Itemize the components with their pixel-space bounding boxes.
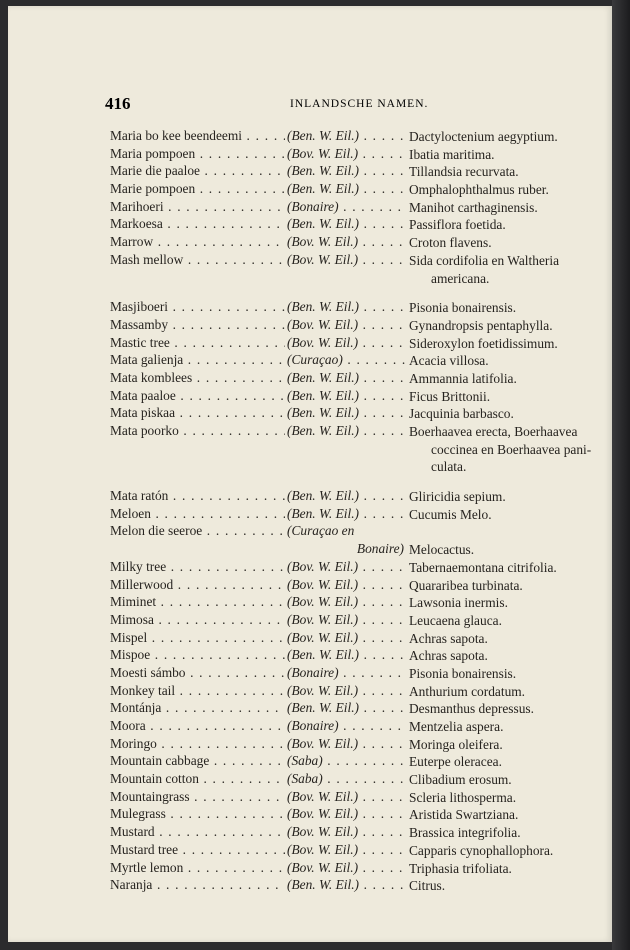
locality: (Ben. W. Eil.) . . .: [287, 877, 405, 893]
vernacular-name: Mountain cabbage . . .: [110, 753, 285, 769]
scientific-name-line: Dactyloctenium aegyptium.: [409, 129, 558, 144]
vernacular-name: Mustard tree . . .: [110, 842, 285, 858]
vernacular-name: Mata ratón . . .: [110, 488, 285, 504]
vernacular-name: Moesti sámbo . . .: [110, 665, 285, 681]
glossary-entry: [110, 647, 600, 665]
vernacular-name: Mata piskaa . . .: [110, 405, 285, 421]
scientific-name: [409, 753, 595, 771]
glossary-entry: [110, 163, 600, 181]
scientific-name: [409, 789, 595, 807]
scientific-name-line: Cucumis Melo.: [409, 506, 492, 522]
scientific-name-line: Citrus.: [409, 878, 446, 894]
scientific-name: [409, 736, 595, 754]
glossary-entry: [110, 665, 600, 683]
scientific-name-line: Desmanthus depressus.: [409, 701, 534, 717]
locality: (Bov. W. Eil.) . . .: [287, 806, 405, 822]
locality: (Ben. W. Eil.) . . .: [287, 488, 405, 504]
scientific-name-line: Boerhaavea erecta, Boerhaavea: [409, 424, 578, 440]
locality: (Bonaire) . . .: [287, 199, 405, 215]
scientific-name-line: Passiflora foetida.: [409, 217, 506, 233]
scientific-name-line: Achras sapota.: [409, 630, 488, 646]
glossary-entry: [110, 252, 600, 287]
glossary-entry: [110, 718, 600, 736]
glossary-entry: [110, 824, 600, 842]
locality: (Bov. W. Eil.) . . .: [287, 559, 405, 575]
page-number: 416: [105, 94, 131, 113]
vernacular-name: Milky tree . . .: [110, 559, 285, 575]
glossary-entry: [110, 877, 600, 895]
vernacular-name: Mata poorko . . .: [110, 423, 285, 439]
scientific-name-line: Croton flavens.: [409, 235, 492, 251]
vernacular-name: Mustard . . .: [110, 824, 285, 840]
scientific-name-line: Euterpe oleracea.: [409, 754, 502, 770]
scientific-name-line: Ibatia maritima.: [409, 146, 495, 162]
glossary-entry: [110, 405, 600, 423]
scientific-name-line: Leucaena glauca.: [409, 612, 502, 628]
vernacular-name: Melon die seeroe . . .: [110, 523, 285, 539]
scientific-name: [409, 594, 595, 612]
scientific-name: Melocactus.: [409, 542, 475, 558]
vernacular-name: Mata komblees . . .: [110, 370, 285, 386]
glossary-entry: [110, 736, 600, 754]
locality: (Bov. W. Eil.) . . .: [287, 736, 405, 752]
vernacular-name: Miminet . . .: [110, 594, 285, 610]
scientific-name-line: Jacquinia barbasco.: [409, 406, 514, 422]
scientific-name: [409, 352, 595, 370]
locality: (Bov. W. Eil.) . . .: [287, 824, 405, 840]
vernacular-name: Mountaingrass . . .: [110, 789, 285, 805]
glossary-list: [110, 128, 600, 895]
glossary-entry: [110, 506, 600, 524]
locality: (Bov. W. Eil.) . . .: [287, 789, 405, 805]
locality: (Curaçao en: [287, 523, 355, 539]
locality: (Saba) . . .: [287, 753, 405, 769]
locality: (Ben. W. Eil.) . . .: [287, 370, 405, 386]
scientific-name-line: Clibadium erosum.: [409, 772, 512, 788]
scientific-name-line: Capparis cynophallophora.: [409, 842, 554, 858]
scientific-name: [409, 647, 595, 665]
glossary-entry: [110, 753, 600, 771]
locality: (Bov. W. Eil.) . . .: [287, 335, 405, 351]
scientific-name: [409, 771, 595, 789]
scientific-name: [409, 488, 595, 506]
locality-continuation: Bonaire): [356, 541, 404, 557]
scientific-name: [409, 559, 595, 577]
glossary-entry: [110, 370, 600, 388]
vernacular-name: Maria pompoen . . .: [110, 146, 285, 162]
scientific-name: [409, 683, 595, 701]
glossary-entry: [110, 594, 600, 612]
scientific-name-line: Pisonia bonairensis.: [409, 665, 517, 681]
glossary-entry: [110, 299, 600, 317]
locality: (Bov. W. Eil.) . . .: [287, 683, 405, 699]
locality: (Bov. W. Eil.) . . .: [287, 252, 405, 268]
vernacular-name: Marihoeri . . .: [110, 199, 285, 215]
scientific-name-line: Ficus Brittonii.: [409, 388, 491, 404]
scientific-name: [409, 163, 595, 181]
vernacular-name: Marie die paaloe . . .: [110, 163, 285, 179]
scientific-name-line: Pisonia bonairensis.: [409, 300, 517, 316]
scientific-name: [409, 842, 595, 860]
scientific-name: [409, 506, 595, 524]
glossary-entry: [110, 146, 600, 164]
scientific-name: [409, 388, 595, 406]
vernacular-name: Mata paaloe . . .: [110, 388, 285, 404]
book-edge: [612, 0, 630, 950]
book-page: [8, 6, 612, 942]
scientific-name: [409, 577, 595, 595]
scientific-name: [409, 299, 595, 317]
scientific-name: [409, 146, 595, 164]
vernacular-name: Mata galienja . . .: [110, 352, 285, 368]
scientific-name-line: Acacia villosa.: [409, 353, 489, 369]
locality: (Ben. W. Eil.) . . .: [287, 128, 405, 144]
scientific-name: [409, 252, 595, 287]
locality: (Ben. W. Eil.) . . .: [287, 163, 405, 179]
glossary-entry: [110, 388, 600, 406]
scientific-name-line: Quararibea turbinata.: [409, 577, 523, 593]
glossary-entry: [110, 630, 600, 648]
glossary-entry: [110, 771, 600, 789]
scientific-name-continuation: americana.: [431, 270, 490, 286]
scientific-name-line: Aristida Swartziana.: [409, 807, 519, 823]
scientific-name: [409, 423, 595, 476]
scientific-name: [409, 718, 595, 736]
vernacular-name: Meloen . . .: [110, 506, 285, 522]
scientific-name: [409, 317, 595, 335]
scientific-name: [409, 860, 595, 878]
scientific-name-line: Tillandsia recurvata.: [409, 164, 519, 180]
locality: (Bov. W. Eil.) . . .: [287, 577, 405, 593]
scientific-name: [409, 199, 595, 217]
scientific-name-line: Scleria lithosperma.: [409, 789, 517, 805]
scientific-name-line: Ammannia latifolia.: [409, 370, 517, 386]
scientific-name: [409, 234, 595, 252]
glossary-entry: [110, 559, 600, 577]
vernacular-name: Massamby . . .: [110, 317, 285, 333]
scientific-name-line: Sideroxylon foetidissimum.: [409, 335, 558, 351]
scientific-name-continuation: culata.: [431, 459, 467, 475]
scientific-name-line: Lawsonia inermis.: [409, 595, 508, 611]
scientific-name-line: Sida cordifolia en Waltheria: [409, 252, 560, 268]
glossary-entry-continuation: [110, 541, 600, 559]
running-head: INLANDSCHE NAMEN.: [290, 98, 429, 110]
glossary-entry: [110, 234, 600, 252]
vernacular-name: Monkey tail . . .: [110, 683, 285, 699]
locality: (Bov. W. Eil.) . . .: [287, 317, 405, 333]
scientific-name: [409, 370, 595, 388]
scientific-name-continuation: coccinea en Boerhaavea pani-: [431, 441, 592, 457]
scientific-name-line: Moringa oleifera.: [409, 736, 503, 752]
glossary-entry: [110, 789, 600, 807]
vernacular-name: Marie pompoen . . .: [110, 181, 285, 197]
locality: (Bov. W. Eil.) . . .: [287, 860, 405, 876]
glossary-entry: [110, 199, 600, 217]
locality: (Bonaire) . . .: [287, 665, 405, 681]
scientific-name: [409, 335, 595, 353]
scientific-name: [409, 630, 595, 648]
glossary-entry: [110, 423, 600, 476]
scientific-name-line: Anthurium cordatum.: [409, 683, 526, 699]
scientific-name-line: Mentzelia aspera.: [409, 719, 504, 735]
locality: (Ben. W. Eil.) . . .: [287, 506, 405, 522]
locality: (Bov. W. Eil.) . . .: [287, 842, 405, 858]
locality: (Bonaire) . . .: [287, 718, 405, 734]
scientific-name-line: Tabernaemontana citrifolia.: [409, 559, 557, 575]
glossary-entry: [110, 860, 600, 878]
vernacular-name: Mastic tree . . .: [110, 335, 285, 351]
scientific-name: [409, 405, 595, 423]
vernacular-name: Mash mellow . . .: [110, 252, 285, 268]
locality: (Bov. W. Eil.) . . .: [287, 630, 405, 646]
locality: (Ben. W. Eil.) . . .: [287, 181, 405, 197]
vernacular-name: Mispoe . . .: [110, 647, 285, 663]
locality: (Bov. W. Eil.) . . .: [287, 234, 405, 250]
scientific-name: [409, 216, 595, 234]
vernacular-name: Moora . . .: [110, 718, 285, 734]
locality: (Bov. W. Eil.) . . .: [287, 612, 405, 628]
scientific-name-line: Omphalophthalmus ruber.: [409, 182, 549, 198]
vernacular-name: Naranja . . .: [110, 877, 285, 893]
glossary-entry: [110, 523, 600, 541]
locality: (Ben. W. Eil.) . . .: [287, 388, 405, 404]
vernacular-name: Mountain cotton . . .: [110, 771, 285, 787]
glossary-entry: [110, 181, 600, 199]
locality: (Ben. W. Eil.) . . .: [287, 299, 405, 315]
vernacular-name: Mimosa . . .: [110, 612, 285, 628]
vernacular-name: Maria bo kee beendeemi . . .: [110, 128, 285, 144]
scientific-name-line: Gliricidia sepium.: [409, 489, 506, 505]
glossary-entry: [110, 216, 600, 234]
scientific-name: [409, 824, 595, 842]
glossary-entry: [110, 700, 600, 718]
vernacular-name: Millerwood . . .: [110, 577, 285, 593]
scientific-name-line: Manihot carthaginensis.: [409, 199, 538, 215]
vernacular-name: Marrow . . .: [110, 234, 285, 250]
locality: (Ben. W. Eil.) . . .: [287, 423, 405, 439]
vernacular-name: Moringo . . .: [110, 736, 285, 752]
glossary-entry: [110, 317, 600, 335]
locality: (Ben. W. Eil.) . . .: [287, 405, 405, 421]
scientific-name-line: Brassica integrifolia.: [409, 825, 521, 841]
scientific-name-line: Triphasia trifoliata.: [409, 860, 512, 876]
glossary-entry: [110, 612, 600, 630]
vernacular-name: Markoesa . . .: [110, 216, 285, 232]
scientific-name: [409, 665, 595, 683]
locality: (Ben. W. Eil.) . . .: [287, 700, 405, 716]
locality: (Saba) . . .: [287, 771, 405, 787]
glossary-entry: [110, 352, 600, 370]
scientific-name: [409, 128, 595, 146]
glossary-entry: [110, 683, 600, 701]
locality: (Curaçao) . . .: [287, 352, 405, 368]
glossary-entry: [110, 128, 600, 146]
glossary-entry: [110, 842, 600, 860]
glossary-entry: [110, 335, 600, 353]
scientific-name: [409, 612, 595, 630]
scientific-name: [409, 877, 595, 895]
vernacular-name: Myrtle lemon . . .: [110, 860, 285, 876]
vernacular-name: Mulegrass . . .: [110, 806, 285, 822]
locality: (Bov. W. Eil.) . . .: [287, 146, 405, 162]
glossary-entry: [110, 577, 600, 595]
vernacular-name: Mispel . . .: [110, 630, 285, 646]
glossary-entry: [110, 488, 600, 506]
locality: (Bov. W. Eil.) . . .: [287, 594, 405, 610]
scientific-name: [409, 700, 595, 718]
locality: (Ben. W. Eil.) . . .: [287, 216, 405, 232]
scientific-name: [409, 806, 595, 824]
glossary-entry: [110, 806, 600, 824]
vernacular-name: Masjiboeri . . .: [110, 299, 285, 315]
locality: (Ben. W. Eil.) . . .: [287, 647, 405, 663]
scientific-name-line: Achras sapota.: [409, 648, 488, 664]
scientific-name-line: Gynandropsis pentaphylla.: [409, 317, 553, 333]
vernacular-name: Montánja . . .: [110, 700, 285, 716]
scientific-name: [409, 181, 595, 199]
